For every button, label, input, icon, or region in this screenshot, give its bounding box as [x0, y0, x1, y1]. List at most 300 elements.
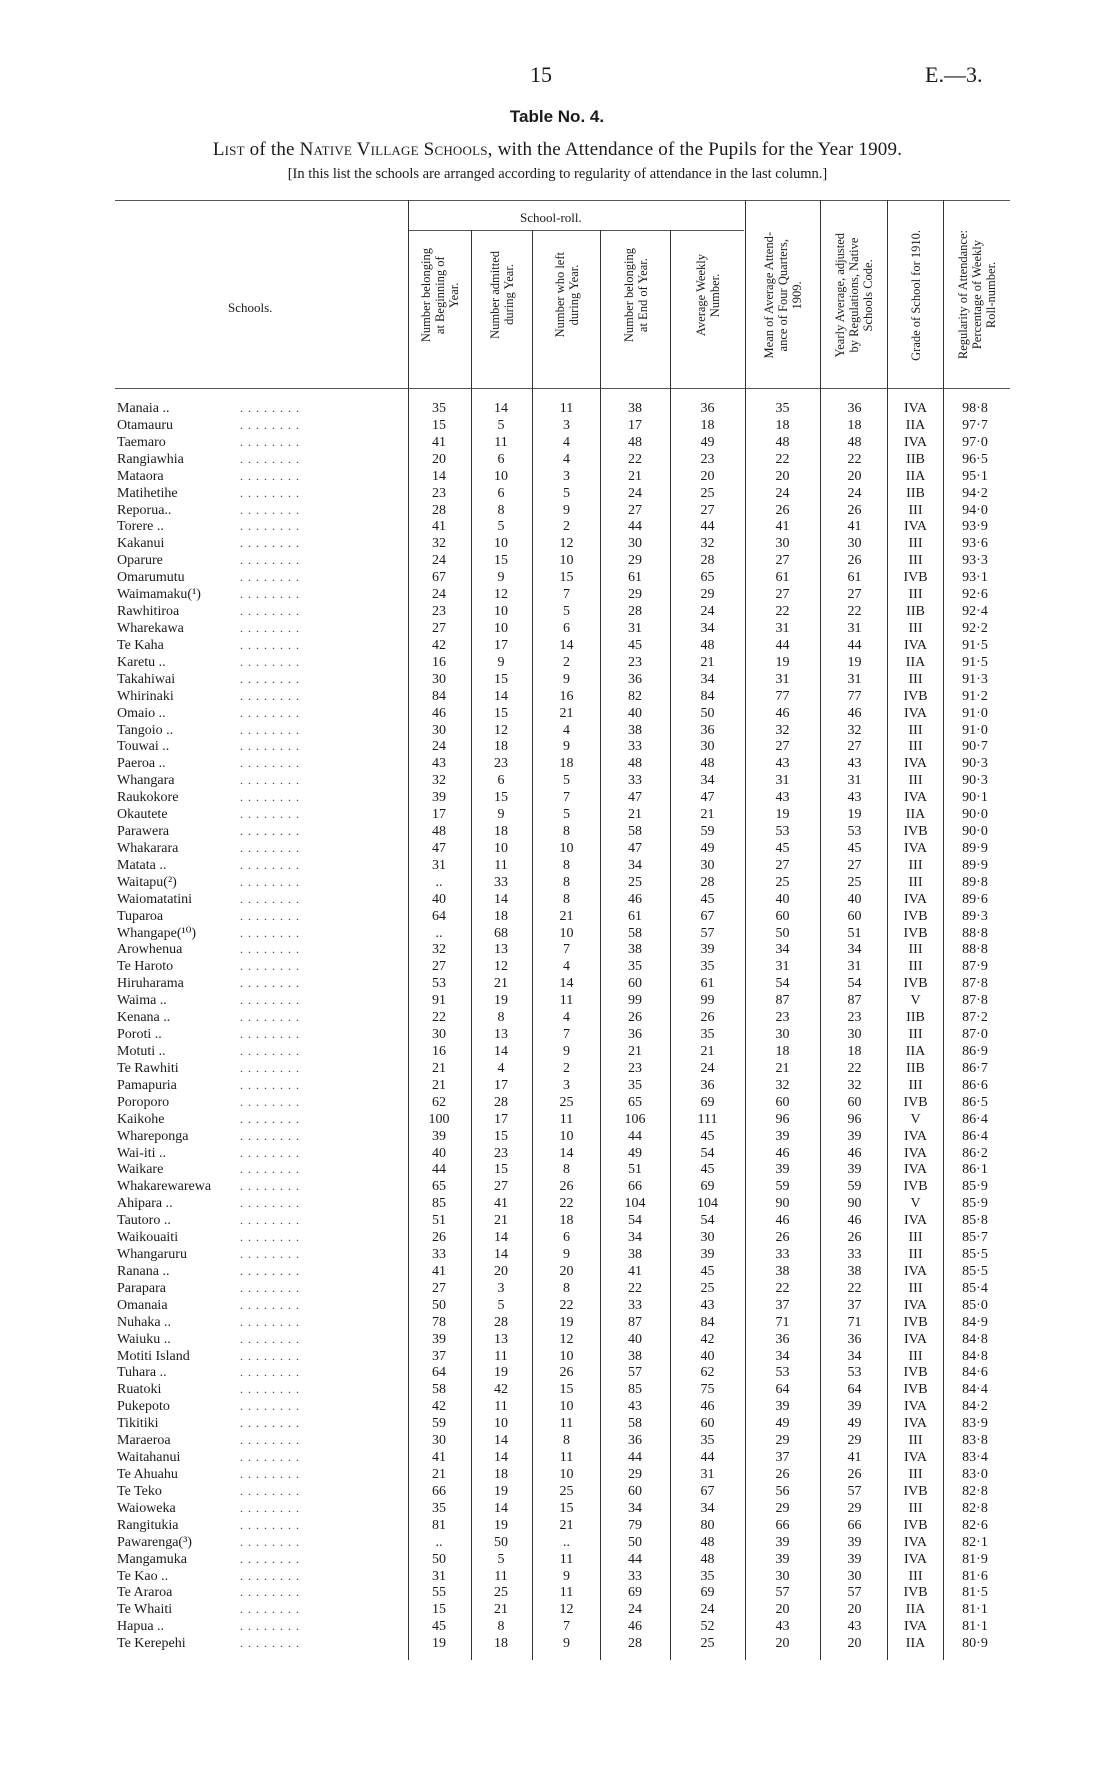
average-weekly: 60: [700, 1416, 715, 1432]
number-beginning: 39: [432, 790, 446, 806]
number-end: 65: [628, 1094, 642, 1110]
number-end: 17: [628, 417, 642, 433]
mean-attendance: 37: [775, 1297, 790, 1313]
school-name: Mangamuka: [117, 1551, 187, 1567]
number-end: 46: [628, 891, 642, 907]
number-admitted: 17: [494, 637, 508, 653]
leader-dots: . . . . . . . .: [240, 976, 300, 991]
leader-dots: . . . . . . . .: [240, 401, 300, 415]
number-end: 35: [628, 1077, 642, 1093]
school-name: Pawarenga(³): [117, 1534, 192, 1550]
regularity: 84·2: [962, 1399, 988, 1415]
leader-dots: . . . . . . . .: [240, 502, 300, 517]
number-left: 4: [563, 434, 570, 450]
number-beginning: 31: [432, 1568, 446, 1584]
number-end: 60: [628, 1483, 642, 1499]
table-row: [0, 722, 1114, 739]
number-admitted: 15: [494, 790, 508, 806]
mean-attendance: 41: [775, 519, 790, 535]
leader-dots: . . . . . . . .: [240, 1534, 300, 1549]
number-left: 18: [559, 756, 574, 772]
mean-attendance: 61: [775, 570, 790, 586]
number-beginning: 20: [432, 451, 446, 467]
number-end: 36: [628, 1433, 642, 1449]
number-beginning: 17: [432, 807, 446, 823]
table-row: [0, 1111, 1114, 1128]
yearly-average: 53: [847, 1365, 862, 1381]
yearly-average: 30: [847, 1568, 862, 1584]
number-beginning: 44: [432, 1162, 446, 1178]
regularity: 91·5: [962, 654, 988, 670]
number-left: 15: [559, 1382, 574, 1398]
number-end: 38: [628, 722, 642, 738]
number-admitted: 17: [494, 1111, 508, 1127]
grade: III: [908, 502, 923, 518]
table-row: [0, 975, 1114, 992]
number-left: 4: [563, 451, 570, 467]
number-beginning: 16: [432, 654, 446, 670]
regularity: 90·0: [962, 824, 988, 839]
mean-attendance: 43: [775, 756, 790, 772]
average-weekly: 65: [700, 570, 715, 586]
number-left: 9: [563, 739, 570, 755]
number-end: 58: [628, 925, 642, 941]
grade: IVA: [903, 1213, 928, 1229]
number-beginning: 14: [432, 468, 446, 484]
mean-attendance: 27: [775, 553, 790, 569]
regularity: 91·0: [962, 705, 988, 721]
school-name: Rawhitiroa: [117, 604, 180, 619]
leader-dots: . . . . . . . .: [240, 688, 300, 703]
table-row: [0, 1517, 1114, 1534]
mean-attendance: 60: [775, 908, 790, 924]
yearly-average: 43: [847, 756, 862, 772]
mean-attendance: 37: [775, 1450, 790, 1465]
average-weekly: 35: [700, 1568, 715, 1584]
number-left: 6: [563, 1230, 570, 1246]
table-row: [0, 620, 1114, 637]
number-beginning: 26: [432, 1230, 446, 1246]
number-left: 7: [563, 1027, 570, 1042]
leader-dots: . . . . . . . .: [240, 1551, 300, 1566]
school-name: Reporua..: [117, 502, 172, 518]
average-weekly: 52: [700, 1619, 715, 1635]
number-left: 8: [563, 874, 570, 890]
grade: III: [908, 773, 923, 789]
grade: IVB: [903, 1094, 928, 1110]
regularity: 96·5: [962, 451, 988, 467]
number-admitted: 27: [494, 1179, 508, 1195]
number-left: 8: [563, 1280, 570, 1296]
grade: IVA: [903, 434, 928, 450]
grade: IVA: [903, 1297, 928, 1313]
number-admitted: 19: [494, 1483, 508, 1499]
col-head-mean: [746, 205, 820, 385]
number-beginning: 66: [432, 1483, 446, 1499]
number-beginning: 39: [432, 1331, 446, 1347]
yearly-average: 54: [847, 976, 862, 992]
number-admitted: 21: [494, 976, 508, 992]
yearly-average: 61: [847, 570, 862, 586]
number-left: 21: [559, 705, 574, 721]
table-row: [0, 1094, 1114, 1111]
number-end: 38: [628, 1247, 642, 1262]
number-left: 22: [559, 1196, 574, 1212]
leader-dots: . . . . . . . .: [240, 434, 300, 449]
leader-dots: . . . . . . . .: [240, 1263, 300, 1278]
mean-attendance: 56: [775, 1483, 790, 1499]
number-end: 44: [628, 1551, 642, 1567]
number-admitted: 18: [494, 1467, 508, 1482]
school-name: Hapua ..: [117, 1619, 165, 1635]
table-row: [0, 485, 1114, 502]
number-admitted: 10: [494, 1416, 508, 1432]
number-end: 40: [628, 705, 642, 721]
number-beginning: 35: [432, 401, 446, 416]
average-weekly: 62: [700, 1365, 715, 1381]
table-top-rule: [115, 200, 1010, 201]
leader-dots: . . . . . . . .: [240, 1331, 300, 1346]
number-beginning: 15: [432, 1602, 446, 1618]
number-beginning: 41: [432, 1450, 446, 1465]
leader-dots: . . . . . . . .: [240, 1602, 300, 1617]
yearly-average: 30: [847, 1027, 862, 1042]
school-name: Waima ..: [117, 993, 167, 1009]
number-beginning: 51: [432, 1213, 446, 1229]
table-row: [0, 1331, 1114, 1348]
col-head-beginning-text: Number belonging at Beginning of Year.: [419, 247, 461, 343]
average-weekly: 36: [700, 722, 715, 738]
yearly-average: 53: [847, 824, 862, 839]
school-name: Te Kerepehi: [117, 1636, 186, 1652]
yearly-average: 60: [847, 1094, 862, 1110]
mean-attendance: 26: [775, 1230, 790, 1246]
school-name: Wharekawa: [117, 621, 184, 636]
number-admitted: 14: [494, 1500, 508, 1516]
yearly-average: 27: [847, 739, 862, 755]
yearly-average: 45: [847, 840, 862, 856]
number-admitted: 18: [494, 739, 508, 755]
number-beginning: 78: [432, 1314, 446, 1330]
leader-dots: . . . . . . . .: [240, 1483, 300, 1498]
regularity: 83·0: [962, 1467, 988, 1482]
leader-dots: . . . . . . . .: [240, 1010, 300, 1025]
leader-dots: . . . . . . . .: [240, 637, 300, 652]
schools-heading: Schools.: [228, 300, 273, 315]
average-weekly: 30: [700, 857, 715, 873]
mean-attendance: 38: [775, 1263, 790, 1279]
average-weekly: 26: [700, 1010, 715, 1026]
average-weekly: 40: [700, 1348, 715, 1364]
mean-attendance: 53: [775, 1365, 790, 1381]
number-admitted: 33: [494, 874, 508, 890]
grade: III: [908, 739, 923, 755]
number-beginning: 33: [432, 1247, 446, 1262]
number-left: 25: [559, 1483, 574, 1499]
mean-attendance: 34: [775, 942, 790, 958]
number-end: 36: [628, 1027, 642, 1042]
number-beginning: 40: [432, 891, 446, 907]
number-left: 12: [559, 1331, 574, 1347]
grade: III: [908, 959, 923, 975]
regularity: 81·1: [962, 1619, 988, 1635]
school-name: Omarumutu: [117, 570, 185, 586]
leader-dots: . . . . . . . .: [240, 739, 300, 754]
regularity: 92·6: [962, 587, 988, 603]
yearly-average: 51: [847, 925, 862, 941]
number-end: 60: [628, 976, 642, 992]
grade: IVB: [903, 824, 928, 839]
table-row: [0, 1364, 1114, 1381]
table-row: [0, 1398, 1114, 1415]
number-end: 38: [628, 942, 642, 958]
mean-attendance: 96: [775, 1111, 790, 1127]
regularity: 84·8: [962, 1331, 988, 1347]
mean-attendance: 27: [775, 857, 790, 873]
number-end: 44: [628, 1128, 642, 1144]
school-name: Parawera: [117, 824, 170, 839]
number-end: 41: [628, 1263, 642, 1279]
mean-attendance: 29: [775, 1433, 790, 1449]
table-row: [0, 806, 1114, 823]
average-weekly: 35: [700, 959, 715, 975]
table-row: [0, 1060, 1114, 1077]
table-row: [0, 586, 1114, 603]
average-weekly: 20: [700, 468, 715, 484]
regularity: 86·6: [962, 1077, 988, 1093]
regularity: 89·6: [962, 891, 988, 907]
grade: IIB: [906, 451, 925, 467]
yearly-average: 34: [847, 942, 862, 958]
grade: IVA: [903, 840, 928, 856]
number-end: 27: [628, 502, 642, 518]
number-admitted: 19: [494, 1365, 508, 1381]
mean-attendance: 39: [775, 1534, 790, 1550]
number-end: 38: [628, 401, 642, 416]
number-left: 21: [559, 908, 574, 924]
table-row: [0, 857, 1114, 874]
leader-dots: . . . . . . . .: [240, 485, 300, 500]
average-weekly: 67: [700, 908, 715, 924]
number-end: 79: [628, 1517, 642, 1533]
number-left: 12: [559, 1602, 574, 1618]
school-name: Whareponga: [117, 1128, 189, 1144]
number-admitted: 18: [494, 908, 508, 924]
number-left: 10: [559, 925, 574, 941]
number-admitted: 15: [494, 1162, 508, 1178]
regularity: 86·5: [962, 1094, 988, 1110]
yearly-average: 18: [847, 1044, 862, 1059]
number-end: 29: [628, 587, 642, 603]
mean-attendance: 26: [775, 502, 790, 518]
number-end: 48: [628, 434, 642, 450]
number-left: 20: [559, 1263, 574, 1279]
mean-attendance: 53: [775, 824, 790, 839]
number-left: 14: [559, 976, 574, 992]
number-beginning: 24: [432, 739, 446, 755]
leader-dots: . . . . . . . .: [240, 671, 300, 686]
regularity: 87·8: [962, 976, 988, 992]
number-beginning: 37: [432, 1348, 446, 1364]
number-beginning: 81: [432, 1517, 446, 1533]
school-name: Taemaro: [117, 434, 166, 450]
number-beginning: 15: [432, 417, 446, 433]
table-row: [0, 738, 1114, 755]
grade: IVB: [903, 1517, 928, 1533]
leader-dots: . . . . . . . .: [240, 570, 300, 585]
mean-attendance: 29: [775, 1500, 790, 1516]
school-name: Maraeroa: [117, 1433, 171, 1449]
number-beginning: 30: [432, 1433, 446, 1449]
grade: III: [908, 1348, 923, 1364]
mean-attendance: 18: [775, 417, 790, 433]
grade: IIA: [905, 417, 926, 433]
average-weekly: 48: [700, 1534, 715, 1550]
table-row: [0, 772, 1114, 789]
yearly-average: 22: [847, 604, 862, 619]
number-end: 85: [628, 1382, 642, 1398]
school-name: Manaia ..: [117, 401, 170, 416]
number-left: 19: [559, 1314, 574, 1330]
regularity: 83·9: [962, 1416, 988, 1432]
grade: IVB: [903, 1585, 928, 1601]
grade: IVB: [903, 925, 928, 941]
table-row: [0, 1145, 1114, 1162]
grade: IVA: [903, 705, 928, 721]
school-name: Otamauru: [117, 417, 173, 433]
number-beginning: 30: [432, 1027, 446, 1042]
average-weekly: 69: [700, 1094, 715, 1110]
number-left: 3: [563, 417, 570, 433]
mean-attendance: 24: [775, 485, 790, 501]
mean-attendance: 59: [775, 1179, 790, 1195]
number-left: 8: [563, 824, 570, 839]
number-beginning: 21: [432, 1060, 446, 1076]
grade: IIB: [906, 1010, 925, 1026]
number-left: 18: [559, 1213, 574, 1229]
grade: IIA: [905, 1602, 926, 1618]
number-end: 21: [628, 468, 642, 484]
leader-dots: . . . . . . . .: [240, 1128, 300, 1143]
number-end: 49: [628, 1145, 642, 1161]
yearly-average: 49: [847, 1416, 862, 1432]
school-name: Tautoro ..: [117, 1213, 171, 1229]
grade: IVA: [903, 1145, 928, 1161]
mean-attendance: 31: [775, 621, 790, 636]
average-weekly: 25: [700, 485, 715, 501]
grade: IVA: [903, 1331, 928, 1347]
leader-dots: . . . . . . . .: [240, 824, 300, 838]
school-name: Ahipara ..: [117, 1196, 173, 1212]
regularity: 86·4: [962, 1111, 988, 1127]
number-left: 11: [559, 1416, 574, 1432]
number-left: 22: [559, 1297, 574, 1313]
mean-attendance: 30: [775, 1568, 790, 1584]
grade: IVB: [903, 1483, 928, 1499]
grade: IIB: [906, 604, 925, 619]
mean-attendance: 27: [775, 587, 790, 603]
number-left: 11: [559, 1450, 574, 1465]
grade: III: [908, 1433, 923, 1449]
table-row: [0, 1043, 1114, 1060]
table-row: [0, 637, 1114, 654]
regularity: 85·9: [962, 1196, 988, 1212]
table-row: [0, 1568, 1114, 1585]
school-name: Motiti Island: [117, 1348, 190, 1364]
leader-dots: . . . . . . . .: [240, 654, 300, 669]
number-admitted: 11: [494, 857, 508, 873]
leader-dots: . . . . . . . .: [240, 908, 300, 923]
table-row: [0, 1280, 1114, 1297]
number-left: 5: [563, 773, 570, 789]
yearly-average: 24: [847, 485, 862, 501]
average-weekly: 25: [700, 1280, 715, 1296]
leader-dots: . . . . . . . .: [240, 874, 300, 889]
number-admitted: 14: [494, 1247, 508, 1262]
yearly-average: 46: [847, 1213, 862, 1229]
grade: IIB: [906, 485, 925, 501]
grade: IIA: [905, 807, 926, 823]
leader-dots: . . . . . . . .: [240, 942, 300, 957]
table-row: [0, 1551, 1114, 1568]
number-admitted: 11: [494, 1348, 508, 1364]
leader-dots: . . . . . . . .: [240, 1280, 300, 1295]
leader-dots: . . . . . . . .: [240, 925, 300, 940]
number-beginning: 67: [432, 570, 446, 586]
average-weekly: 59: [700, 824, 715, 839]
mean-attendance: 32: [775, 722, 790, 738]
number-end: 29: [628, 1467, 642, 1482]
mean-attendance: 64: [775, 1382, 790, 1398]
number-beginning: 45: [432, 1619, 446, 1635]
col-head-weekly-text: Average Weekly Number.: [694, 253, 722, 337]
school-name: Whakarara: [117, 840, 179, 856]
yearly-average: 19: [847, 654, 862, 670]
average-weekly: 111: [697, 1111, 718, 1127]
regularity: 86·4: [962, 1128, 988, 1144]
number-end: 44: [628, 1450, 642, 1465]
number-admitted: 5: [497, 1551, 505, 1567]
number-admitted: 23: [494, 756, 508, 772]
leader-dots: . . . . . . . .: [240, 857, 300, 872]
number-admitted: 14: [494, 1230, 508, 1246]
average-weekly: 46: [700, 1399, 715, 1415]
regularity: 97·0: [962, 434, 988, 450]
number-admitted: 6: [497, 485, 505, 501]
grade: IIB: [906, 1060, 925, 1076]
yearly-average: 22: [847, 1060, 862, 1076]
average-weekly: 36: [700, 401, 715, 416]
number-admitted: 14: [494, 1450, 508, 1465]
number-beginning: ..: [435, 925, 443, 941]
average-weekly: 61: [700, 976, 715, 992]
table-row: [0, 1381, 1114, 1398]
school-name: Pamapuria: [117, 1077, 177, 1093]
number-admitted: 14: [494, 1044, 508, 1059]
leader-dots: . . . . . . . .: [240, 840, 300, 855]
regularity: 90·0: [962, 807, 988, 823]
yearly-average: 27: [847, 587, 862, 603]
school-name: Waiuku ..: [117, 1331, 171, 1347]
table-row: [0, 688, 1114, 705]
table-row: [0, 400, 1114, 417]
number-end: 33: [628, 739, 642, 755]
average-weekly: 44: [700, 1450, 715, 1465]
number-beginning: 50: [432, 1297, 446, 1313]
average-weekly: 49: [700, 434, 715, 450]
grade: IVA: [903, 637, 928, 653]
number-end: 34: [628, 1500, 642, 1516]
